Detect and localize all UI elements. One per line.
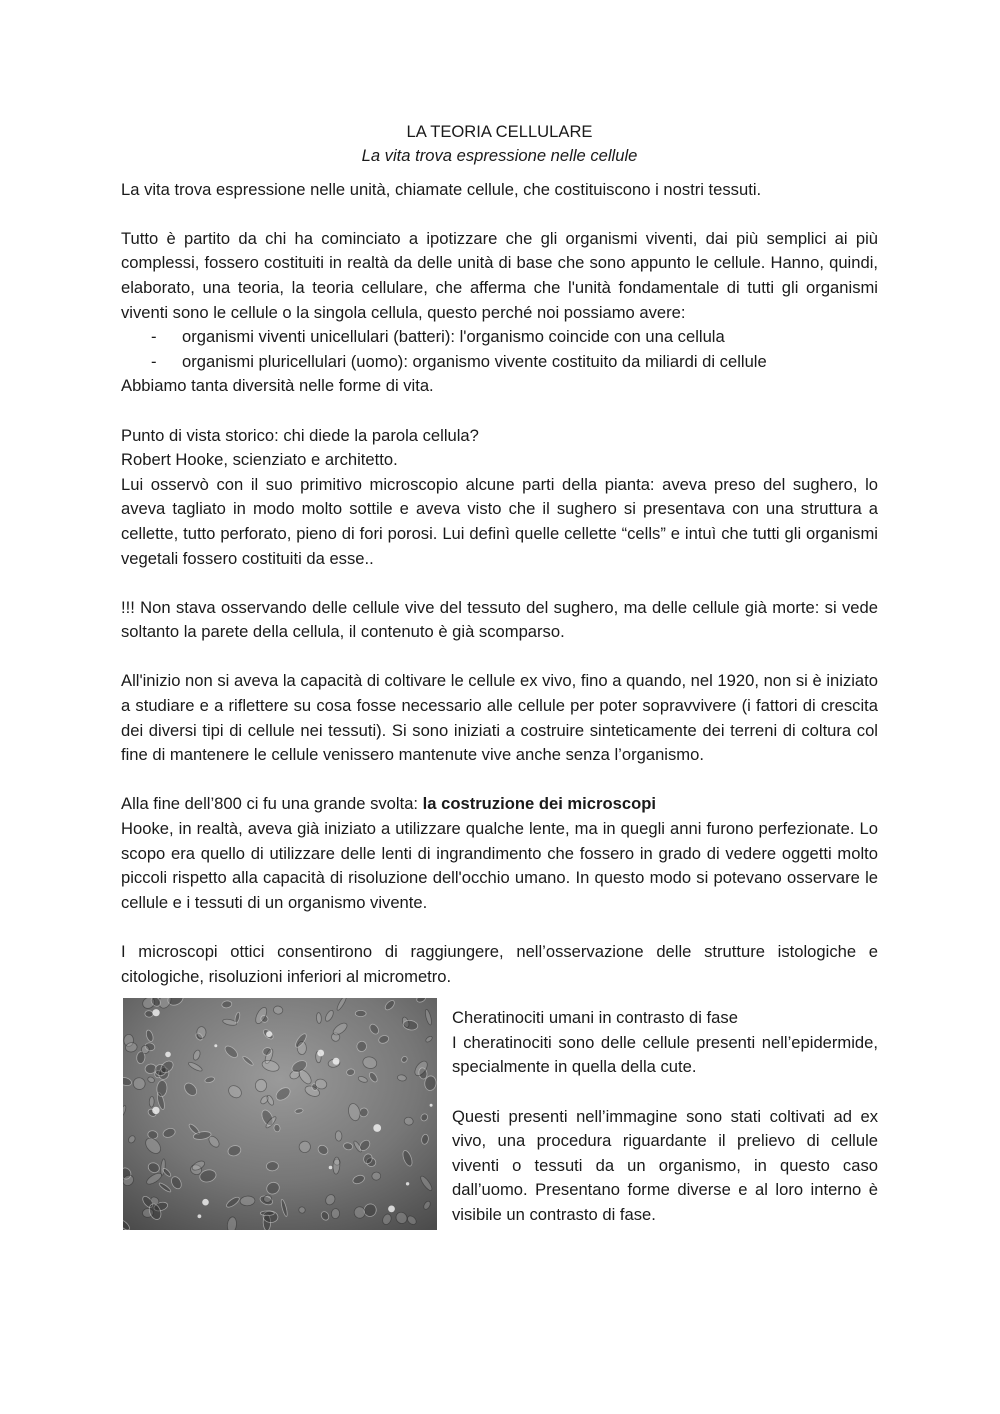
keratinocytes-micrograph (123, 998, 437, 1230)
history-paragraph: Lui osservò con il suo primitivo microscopio alcune parti della pianta: aveva preso del sughero, lo aveva tagliato in modo molto sottile e aveva visto che il sughero si presentava con una struttura a cellette, tutto perforato, pieno di fori porosi. Lui definì quelle cellette “cells” e intuì che tutti gli organismi vegetali fossero costituiti da esse.. (121, 474, 878, 568)
theory-paragraph: Tutto è partito da chi ha cominciato a ipotizzare che gli organismi viventi, dai più semplici ai più complessi, fossero costituiti in realtà da delle unità di base che sono appunto le cellule. Hanno, quindi, elaborato, una teoria, la teoria cellulare, che afferma che l'unità fondamentale di tutti gli organismi viventi sono le cellule o la singola cellula, questo perché noi possiamo avere: (121, 228, 878, 322)
page-subtitle: La vita trova espressione nelle cellule (361, 146, 638, 165)
microscopes-lead-bold: la costruzione dei microscopi (422, 794, 656, 814)
microscopes-heading (121, 792, 878, 817)
dash-bullet: - (151, 351, 157, 371)
microscopes-paragraph: Hooke, in realtà, aveva già iniziato a utilizzare qualche lente, ma in quegli anni furono perfezionate. Lo scopo era quello di utilizzare delle lenti di ingrandimento che fossero in grado di vedere oggetti molto piccoli rispetto alla capacità di risoluzione dell'occhio umano. In questo modo si potevano osservare le cellule e i tessuti di un organismo vivente. (121, 819, 878, 912)
caption-text-2: Questi presenti nell’immagine sono stati coltivati ad ex vivo, una procedura riguardante il prelievo di cellule viventi o tessuti da un organismo, in questo caso dall’uomo. Presentano forme diverse e al loro interno è visibile un contrasto di fase. (452, 1106, 878, 1224)
history-person: Robert Hooke, scienziato e architetto. (121, 450, 398, 470)
list-item-text: organismi viventi unicellulari (batteri): l'organismo coincide con una cellula (182, 327, 725, 347)
organism-list (121, 325, 878, 374)
optical-paragraph: I microscopi ottici consentirono di raggiungere, nell’osservazione delle strutture istologiche e citologiche, risoluzioni inferiori al micrometro. (121, 942, 878, 986)
dash-bullet: - (151, 327, 157, 347)
intro-paragraph: La vita trova espressione nelle unità, chiamate cellule, che costituiscono i nostri tessuti. (121, 179, 762, 199)
document-page (121, 119, 878, 1230)
note-paragraph: !!! Non stava osservando delle cellule vive del tessuto del sughero, ma delle cellule già morte: si vede soltanto la parete della cellula, il contenuto è già scomparso. (121, 597, 878, 642)
caption-text: I cheratinociti sono delle cellule presenti nell’epidermide, specialmente in quella della cute. (452, 1032, 878, 1077)
list-item-text: organismi pluricellulari (uomo): organismo vivente costituito da miliardi di cellule (182, 351, 767, 371)
figure-caption (452, 1006, 878, 1227)
theory-closing: Abbiamo tanta diversità nelle forme di vita. (121, 376, 434, 396)
history-question: Punto di vista storico: chi diede la parola cellula? (121, 425, 479, 445)
list-item (121, 325, 878, 350)
culture-paragraph: All'inizio non si aveva la capacità di coltivare le cellule ex vivo, fino a quando, nel 1920, non si è iniziato a studiare e a riflettere su cosa fosse necessario alle cellule per poter sopravvivere (i fattori di crescita dei diversi tipi di cellule nei tessuti). Si sono iniziati a costruire sinteticamente dei terreni di coltura col fine di mantenere le cellule venissero mantenute vive anche senza l’organismo. (121, 671, 878, 765)
caption-title: Cheratinociti umani in contrasto di fase (452, 1008, 738, 1028)
microscopes-lead: Alla fine dell’800 ci fu una grande svolta: (121, 794, 423, 814)
page-title: LA TEORIA CELLULARE (406, 122, 593, 141)
figure (121, 998, 878, 1230)
list-item (121, 350, 878, 375)
